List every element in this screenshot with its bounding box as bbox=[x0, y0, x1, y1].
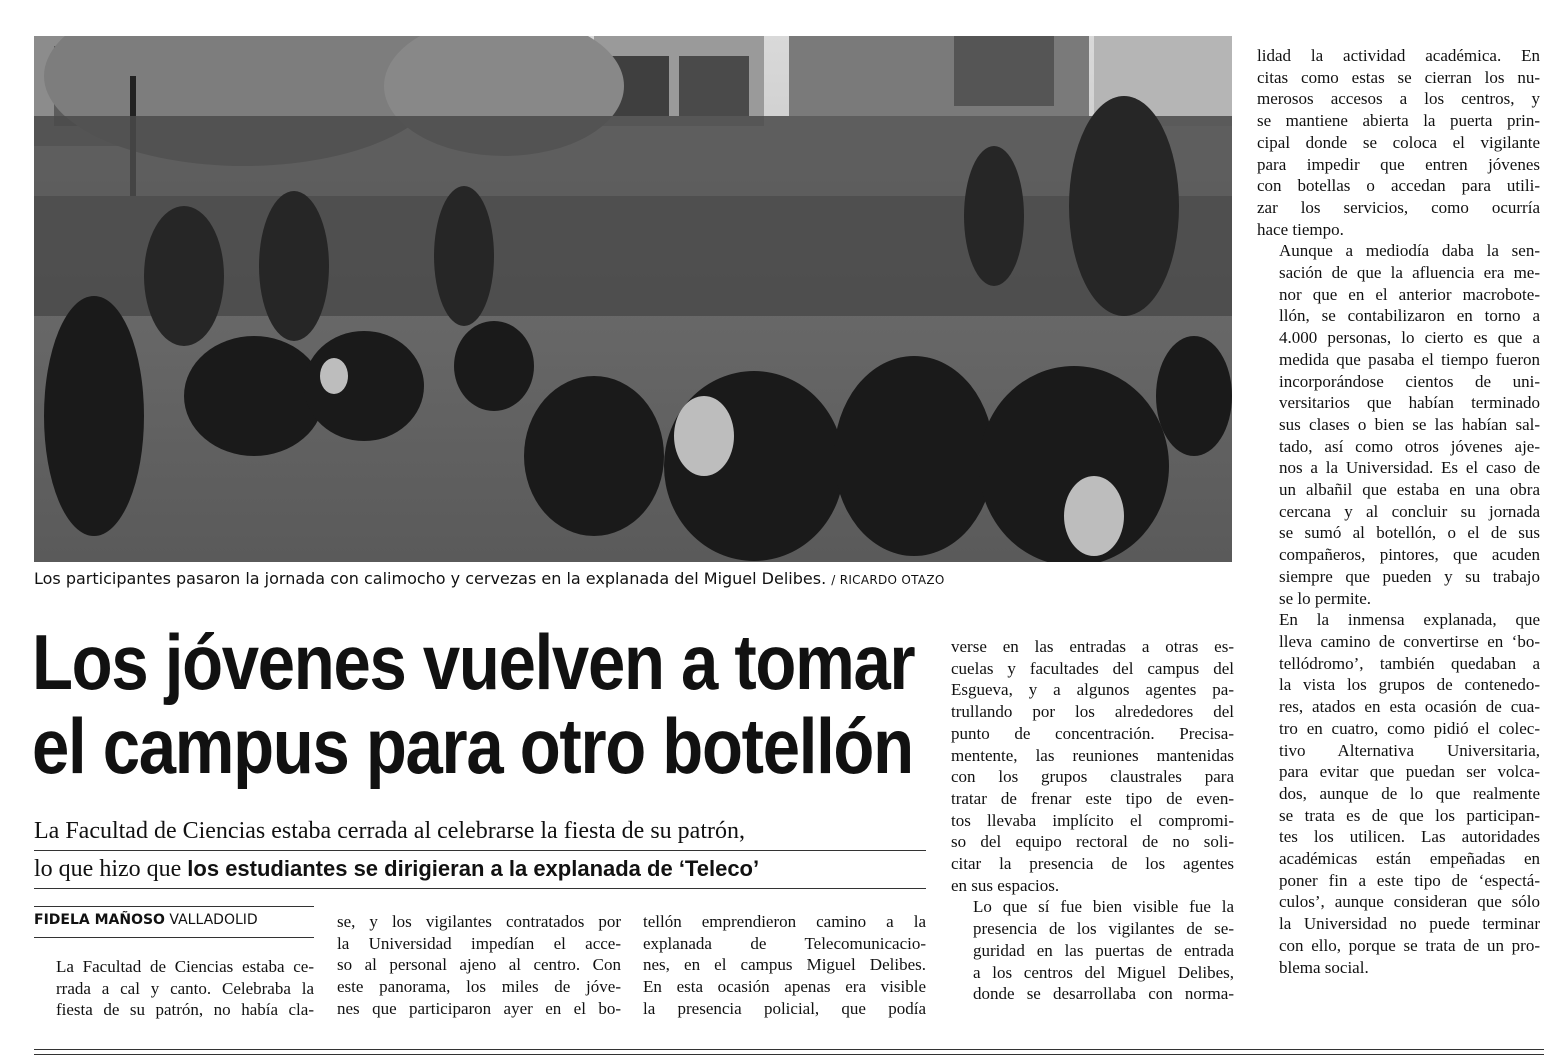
text-line: siempre que pueden y su trabajo bbox=[1279, 566, 1540, 586]
column-2-paragraph bbox=[337, 911, 621, 1020]
subheadline-line-2 bbox=[34, 855, 934, 883]
text-line: la presencia policial, que podía bbox=[643, 998, 926, 1018]
text-line: dos, aunque de lo que realmente bbox=[1279, 783, 1540, 803]
text-line: con los grupos claustrales para bbox=[951, 767, 1234, 787]
photo-caption-text: Los participantes pasaron la jornada con calimocho y cervezas en la explanada del Miguel Delibes. bbox=[34, 569, 827, 588]
photo-credit: / RICARDO OTAZO bbox=[831, 573, 945, 587]
text-line: poner fin a este tipo de ‘espectá- bbox=[1279, 870, 1540, 890]
headline-line-1: Los jóvenes vuelven a tomar bbox=[32, 618, 915, 706]
text-line: Lo que sí fue bien visible fue la bbox=[973, 897, 1234, 917]
text-line: tro en cuatro, como pidió el colec- bbox=[1279, 718, 1540, 738]
text-line: tado, así como otros jóvenes aje- bbox=[1279, 436, 1540, 456]
text-line: trullando por los alrededores del bbox=[951, 702, 1234, 722]
text-line: En esta ocasión apenas era visible bbox=[643, 977, 926, 997]
text-line: tellón emprendieron camino a la bbox=[643, 912, 926, 931]
article-column-3 bbox=[643, 911, 926, 1020]
text-line: nos a la Universidad. Es el caso de bbox=[1279, 458, 1540, 478]
text-line: punto de concentración. Precisa- bbox=[951, 723, 1234, 743]
byline-author: FIDELA MAÑOSO bbox=[34, 912, 165, 928]
text-line: la Universidad impedían el acce- bbox=[337, 933, 621, 953]
text-line: incorporándose cientos de uni- bbox=[1279, 371, 1540, 391]
text-line: nor que en el anterior macrobote- bbox=[1279, 284, 1540, 304]
text-line: sación de que la afluencia era me- bbox=[1279, 263, 1540, 283]
text-line: se lo permite. bbox=[1279, 588, 1372, 608]
subheadline-plain: lo que hizo que bbox=[34, 856, 182, 882]
text-line: fiesta de su patrón, no había cla- bbox=[56, 1000, 314, 1020]
subheadline-bold: los estudiantes se dirigieran a la explanada de ‘Teleco’ bbox=[187, 856, 760, 881]
column-5-paragraph-3 bbox=[1257, 609, 1540, 978]
article-column-2 bbox=[337, 911, 621, 1020]
article-column-5 bbox=[1257, 45, 1540, 978]
byline-rule-top bbox=[34, 906, 314, 907]
text-line: presencia de los vigilantes de se- bbox=[973, 919, 1234, 939]
crowd-photo-illustration bbox=[34, 36, 1232, 562]
text-line: la vista los grupos de contenedo- bbox=[1279, 675, 1540, 695]
text-line: blema social. bbox=[1279, 957, 1369, 977]
column-4-paragraph-2 bbox=[951, 896, 1234, 1005]
text-line: 4.000 personas, lo cierto es que a bbox=[1279, 328, 1540, 348]
text-line: merosos accesos a los centros, y bbox=[1257, 89, 1540, 109]
column-4-paragraph-1 bbox=[951, 636, 1234, 896]
text-line: citar la presencia de los agentes bbox=[951, 854, 1234, 874]
column-3-paragraph bbox=[643, 911, 926, 1020]
column-5-paragraph-1 bbox=[1257, 45, 1540, 240]
text-line: a los centros del Miguel Delibes, bbox=[973, 962, 1234, 982]
page-bottom-rule-2 bbox=[34, 1054, 1544, 1055]
subhead-divider-1 bbox=[34, 850, 926, 851]
text-line: nes, en el campus Miguel Delibes. bbox=[643, 955, 926, 975]
text-line: mentente, las reuniones mantenidas bbox=[951, 745, 1234, 765]
photo-caption bbox=[34, 569, 1232, 590]
article-column-4 bbox=[951, 636, 1234, 1005]
headline-line-2: el campus para otro botellón bbox=[32, 702, 913, 790]
text-line: lidad la actividad académica. En bbox=[1257, 46, 1540, 65]
page-bottom-rule-1 bbox=[34, 1049, 1544, 1050]
text-line: zar los servicios, como ocurría bbox=[1257, 197, 1540, 217]
text-line: Aunque a mediodía daba la sen- bbox=[1279, 241, 1540, 261]
text-line: se sumó al botellón, o el de sus bbox=[1279, 523, 1540, 543]
text-line: verse en las entradas a otras es- bbox=[951, 637, 1234, 656]
text-line: donde se desarrollaba con norma- bbox=[973, 984, 1234, 1004]
byline-location: VALLADOLID bbox=[169, 912, 258, 928]
text-line: cercana y al concluir su jornada bbox=[1279, 501, 1540, 521]
text-line: res, atados en esta ocasión de cua- bbox=[1279, 697, 1540, 717]
headline bbox=[32, 618, 915, 790]
text-line: tellódromo’, también quedaban a bbox=[1279, 653, 1540, 673]
text-line: cipal donde se coloca el vigilante bbox=[1257, 132, 1540, 152]
text-line: explanada de Telecomunicacio- bbox=[643, 933, 926, 953]
text-line: para impedir que entren jóvenes bbox=[1257, 154, 1540, 174]
byline-rule-bottom bbox=[34, 937, 314, 938]
news-photo bbox=[34, 36, 1232, 562]
text-line: nes que participaron ayer en el bo- bbox=[337, 998, 621, 1018]
text-line: se, y los vigilantes contratados por bbox=[337, 912, 621, 931]
text-line: se trata es de que los participan- bbox=[1279, 805, 1540, 825]
text-line: citas como estas se cierran los nu- bbox=[1257, 67, 1540, 87]
text-line: guridad en las puertas de entrada bbox=[973, 940, 1234, 960]
text-line: so al personal ajeno al centro. Con bbox=[337, 955, 621, 975]
text-line: la Universidad no puede terminar bbox=[1279, 914, 1540, 934]
text-line: medida que pasaba el tiempo fueron bbox=[1279, 349, 1540, 369]
text-line: tos llevaba implícito el compromi- bbox=[951, 810, 1234, 830]
byline bbox=[34, 912, 314, 928]
text-line: tratar de frenar este tipo de even- bbox=[951, 788, 1234, 808]
text-line: La Facultad de Ciencias estaba ce- bbox=[56, 957, 314, 976]
text-line: rrada a cal y canto. Celebraba la bbox=[56, 978, 314, 998]
text-line: llón, se contabilizaron en torno a bbox=[1279, 306, 1540, 326]
column-5-paragraph-2 bbox=[1257, 240, 1540, 609]
text-line: culos’, aunque consideran que sólo bbox=[1279, 892, 1540, 912]
text-line: hace tiempo. bbox=[1257, 219, 1344, 239]
column-1-paragraph bbox=[34, 956, 314, 1021]
text-line: compañeros, pintores, que acuden bbox=[1279, 545, 1540, 565]
text-line: Esgueva, y a algunos agentes pa- bbox=[951, 680, 1234, 700]
text-line: so del equipo rectoral de no soli- bbox=[951, 832, 1234, 852]
text-line: tivo Alternativa Universitaria, bbox=[1279, 740, 1540, 760]
text-line: este panorama, los miles de jóve- bbox=[337, 977, 621, 997]
text-line: lleva camino de convertirse en ‘bo- bbox=[1279, 631, 1540, 651]
text-line: en sus espacios. bbox=[951, 875, 1060, 895]
text-line: versitarios que habían terminado bbox=[1279, 393, 1540, 413]
subheadline-line-1: La Facultad de Ciencias estaba cerrada al celebrarse la fiesta de su patrón, bbox=[34, 818, 745, 844]
text-line: se mantiene abierta la puerta prin- bbox=[1257, 111, 1540, 131]
text-line: tes los utilicen. Las autoridades bbox=[1279, 827, 1540, 847]
article-column-1 bbox=[34, 956, 314, 1021]
text-line: un albañil que estaba en una obra bbox=[1279, 480, 1540, 500]
text-line: cuelas y facultades del campus del bbox=[951, 658, 1234, 678]
text-line: para evitar que puedan ser volca- bbox=[1279, 762, 1540, 782]
text-line: académicas están empeñadas en bbox=[1279, 849, 1540, 869]
subhead-divider-2 bbox=[34, 888, 926, 889]
text-line: sus clases o bien se las habían sal- bbox=[1279, 414, 1540, 434]
text-line: con ello, porque se trata de un pro- bbox=[1279, 935, 1540, 955]
text-line: En la inmensa explanada, que bbox=[1279, 610, 1540, 630]
text-line: con botellas o accedan para utili- bbox=[1257, 176, 1540, 196]
